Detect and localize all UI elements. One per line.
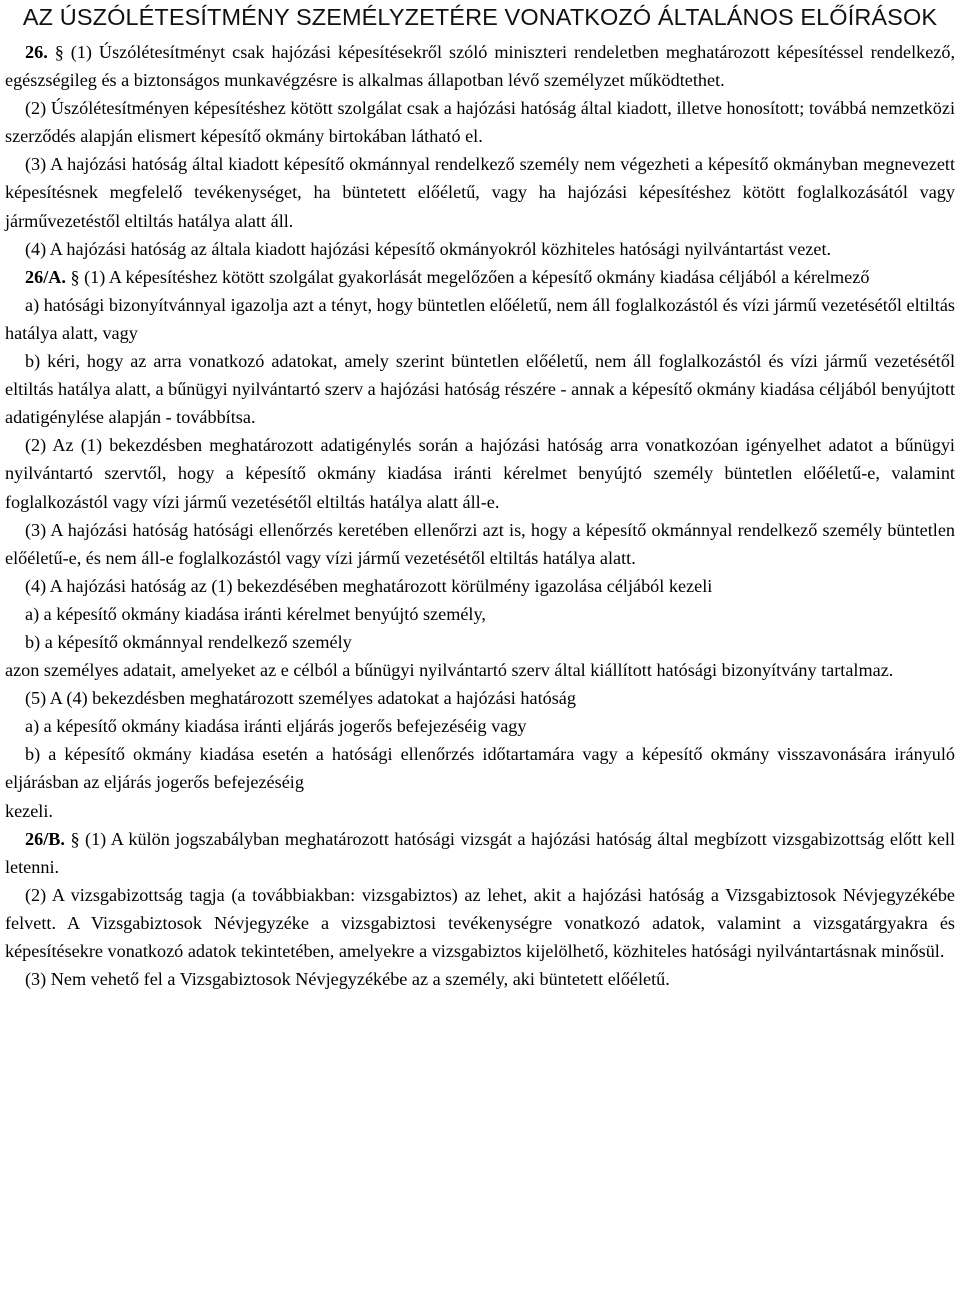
paragraph-text: § (1) A képesítéshez kötött szolgálat gyakorlását megelőzően a képesítő okmány kiadása céljából a kérelmező <box>70 266 870 287</box>
section-26a-point-5a: a) a képesítő okmány kiadása iránti eljárás jogerős befejezéséig vagy <box>25 716 527 737</box>
section-26b-paragraph-2: (2) A vizsgabizottság tagja (a továbbiakban: vizsgabiztos) az lehet, akit a hajózási hatóság a Vizsgabiztosok Névjegyzékébe felvett. A Vizsgabiztosok Névjegyzéke a vizsgabiztosi tevékenységre vonatkozó adatok, valamint a vizsgatárgyakra és képesítésekre vonatkozó adatok tekintetében, amelyekre a vizsgabiztos kijelölhető, közhiteles hatósági nyilvántartásnak minősül. <box>5 884 955 961</box>
section-number: 26/B. <box>25 828 65 849</box>
section-26b <box>5 825 955 994</box>
section-26a-paragraph-1 <box>5 263 955 291</box>
section-number: 26/A. <box>25 266 66 287</box>
section-26a <box>5 263 955 825</box>
document-page <box>0 2 960 1298</box>
section-26b-paragraph-1 <box>5 825 955 881</box>
section-26a-point-1a: a) hatósági bizonyítvánnyal igazolja azt a tényt, hogy büntetlen előéletű, nem áll foglalkozástól és vízi jármű vezetésétől eltiltás hatálya alatt, vagy <box>5 294 955 343</box>
section-26a-paragraph-4: (4) A hajózási hatóság az (1) bekezdésében meghatározott körülmény igazolása céljából kezeli <box>25 575 713 596</box>
section-26-paragraph-4: (4) A hajózási hatóság az általa kiadott hajózási képesítő okmányokról közhiteles hatósági nyilvántartást vezet. <box>25 238 832 259</box>
section-26b-paragraph-3: (3) Nem vehető fel a Vizsgabiztosok Névjegyzékébe az a személy, aki büntetett előéletű. <box>25 969 670 990</box>
section-26-paragraph-2: (2) Úszólétesítményen képesítéshez kötött szolgálat csak a hajózási hatóság által kiadott, illetve honosított; továbbá nemzetközi szerződés alapján elismert képesítő okmány birtokában látható el. <box>5 98 955 147</box>
section-26 <box>5 38 955 263</box>
paragraph-text: § (1) A külön jogszabályban meghatározott hatósági vizsgát a hajózási hatóság által megbízott vizsgabizottság előtt kell letenni. <box>5 828 956 877</box>
section-number: 26. <box>25 42 48 62</box>
paragraph-text: § (1) Úszólétesítményt csak hajózási képesítésekről szóló miniszteri rendeletben meghatározott képesítéssel rendelkező, egészségileg és a biztonságos munkavégzésre is alkalmas állapotban lévő személyzet működtethet. <box>5 42 956 91</box>
section-26a-point-4b: b) a képesítő okmánnyal rendelkező személy <box>25 631 352 652</box>
section-26a-paragraph-2: (2) Az (1) bekezdésben meghatározott adatigénylés során a hajózási hatóság arra vonatkozóan igényelhet adatot a bűnügyi nyilvántartó szervtől, hogy a képesítő okmány kiadása iránti kérelmet benyújtó személy büntetlen előéletű-e, valamint foglalkozástól vagy vízi jármű vezetésétől eltiltás hatálya alatt áll-e. <box>5 435 955 512</box>
section-26a-point-4a: a) a képesítő okmány kiadása iránti kérelmet benyújtó személy, <box>25 603 486 624</box>
section-26a-paragraph-5-closing: kezeli. <box>5 800 53 821</box>
section-26a-point-1b: b) kéri, hogy az arra vonatkozó adatokat, amely szerint büntetlen előéletű, nem áll foglalkozástól és vízi jármű vezetésétől eltiltás hatálya alatt, a bűnügyi nyilvántartó szerv a hajózási hatóság részére - annak a képesítő okmány kiadása céljából benyújtott adatigénylése alapján - továbbítsa. <box>5 351 955 428</box>
section-26-paragraph-3: (3) A hajózási hatóság által kiadott képesítő okmánnyal rendelkező személy nem végezheti a képesítő okmányban megnevezett képesítésnek megfelelő tevékenységet, ha büntetett előéletű, vagy ha hajózási képesítéshez kötött foglalkozásától vagy járművezetéstől eltiltás hatálya alatt áll. <box>5 154 955 231</box>
section-26a-point-5b: b) a képesítő okmány kiadása esetén a hatósági ellenőrzés időtartamára vagy a képesítő okmány visszavonására irányuló eljárásban az eljárás jogerős befejezéséig <box>5 744 955 793</box>
section-26a-paragraph-5: (5) A (4) bekezdésben meghatározott személyes adatokat a hajózási hatóság <box>25 688 576 709</box>
section-26-paragraph-1 <box>5 38 955 94</box>
section-26a-paragraph-4-closing: azon személyes adatait, amelyeket az e célból a bűnügyi nyilvántartó szerv által kiállított hatósági bizonyítvány tartalmaz. <box>5 660 894 681</box>
document-title: AZ ÚSZÓLÉTESÍTMÉNY SZEMÉLYZETÉRE VONATKOZÓ ÁLTALÁNOS ELŐÍRÁSOK <box>22 4 938 30</box>
section-26a-paragraph-3: (3) A hajózási hatóság hatósági ellenőrzés keretében ellenőrzi azt is, hogy a képesítő okmánnyal rendelkező személy büntetlen előéletű-e, és nem áll-e foglalkozástól vagy vízi jármű vezetésétől eltiltás hatálya alatt. <box>5 519 955 568</box>
